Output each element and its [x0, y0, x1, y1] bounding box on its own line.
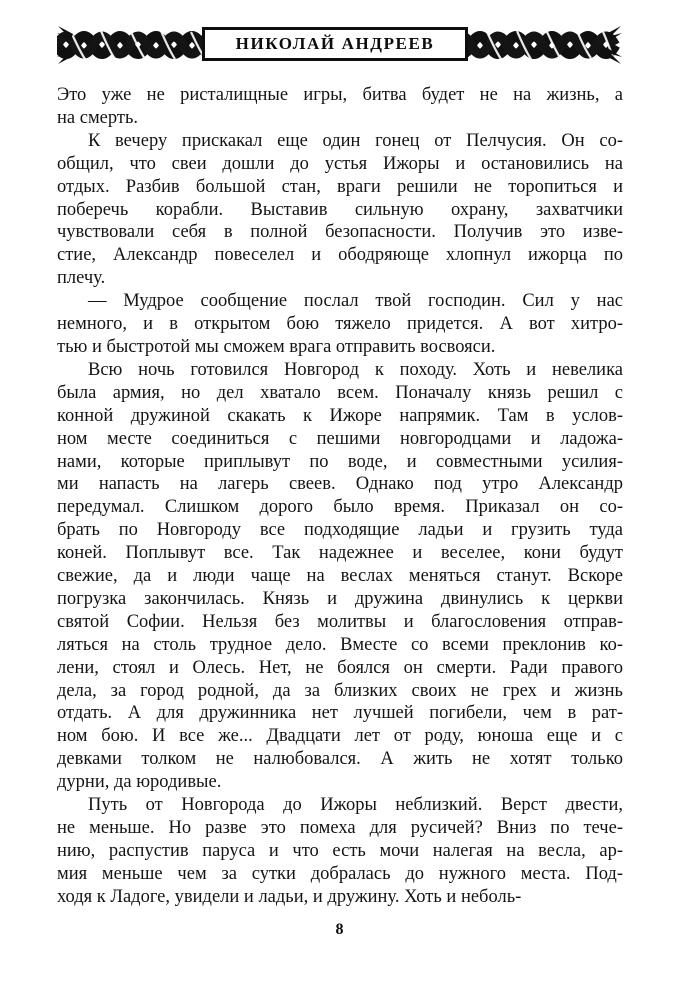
text-line: поберечь корабли. Выставив сильную охрану, захватчики: [57, 199, 623, 220]
text-line: ном месте соединиться с пешими новгородцами и ладожа-: [57, 428, 623, 449]
text-line: — Мудрое сообщение послал твой господин. Сил у нас: [88, 291, 623, 312]
text-line: лени, стоял и Олесь. Нет, не боялся он смерти. Ради правого: [57, 657, 623, 678]
text-line: передумал. Слишком дорого было время. Приказал он со-: [57, 497, 623, 518]
text-line: святой Софии. Нельзя без молитвы и благословения отправ-: [57, 611, 623, 632]
text-line: общил, что свеи дошли до устья Ижоры и остановились на: [57, 153, 623, 174]
text-line: нию, распустив паруса и что есть мочи налегая на весла, ар-: [57, 840, 623, 861]
author-banner-box: [202, 27, 468, 61]
text-line: ми напасть на лагерь свеев. Однако под утро Александр: [57, 474, 623, 495]
text-line: мия меньше чем за сутки добралась до нужного места. Под-: [57, 863, 623, 884]
text-line: плечу.: [57, 268, 106, 289]
paragraph: [57, 794, 623, 909]
text-line: немного, и в открытом бою тяжело придется. А вот хитро-: [57, 314, 623, 335]
text-line: не меньше. Но разве это помеха для русичей? Вниз по тече-: [57, 818, 623, 838]
text-block: [57, 84, 623, 909]
text-line: коней. Поплывут все. Так надежнее и веселее, кони будут: [57, 543, 623, 564]
text-line: свежие, да и люди чаще на веслах меняться станут. Вскоре: [57, 566, 623, 587]
text-line: была армия, но дел хватало всем. Поначалу князь решил с: [57, 382, 623, 403]
paragraph: [57, 84, 623, 130]
text-line: отдать. А для дружинника нет лучшей погибели, чем в рат-: [57, 703, 623, 724]
text-line: дурни, да юродивые.: [57, 772, 222, 793]
text-line: чувствовали себя в полной безопасности. Получив это изве-: [57, 222, 623, 243]
text-line: погрузка закончилась. Князь и дружина двинулись к церкви: [57, 588, 623, 609]
text-line: Это уже не ристалищные игры, битва будет не на жизнь, а: [57, 85, 623, 105]
text-line: конной дружиной скакать к Ижоре напрямик. Там в услов-: [57, 405, 623, 426]
text-line: ном бою. И все же... Двадцати лет от роду, юноша еще и с: [57, 726, 623, 747]
text-line: тью и быстротой мы сможем врага отправить восвояси.: [57, 336, 496, 357]
text-line: дела, за город родной, да за близких своих не грех и жизнь: [57, 680, 623, 701]
text-line: на смерть.: [57, 107, 139, 128]
text-line: нами, которые приплывут по воде, и совместными усилия-: [57, 451, 623, 472]
paragraph: [57, 359, 623, 794]
author-name: НИКОЛАЙ АНДРЕЕВ: [235, 34, 435, 53]
text-line: Путь от Новгорода до Ижоры неблизкий. Верст двести,: [88, 795, 623, 816]
paragraph: [57, 130, 623, 290]
text-line: отдых. Разбив большой стан, враги решили не торопиться и: [57, 176, 623, 197]
header-banner: [57, 24, 622, 66]
text-line: ляться на столь трудное дело. Вместе со всеми преклонив ко-: [57, 634, 623, 655]
page-number: 8: [335, 921, 344, 938]
text-line: ходя к Ладоге, увидели и ладьи, и дружину. Хоть и неболь-: [57, 886, 522, 907]
text-line: брать по Новгороду все подходящие ладьи и грузить туда: [57, 520, 623, 541]
paragraph: [57, 290, 623, 359]
text-line: Всю ночь готовился Новгород к походу. Хоть и невелика: [88, 359, 623, 380]
text-line: девками толком не налюбовался. А жить не хотят только: [57, 749, 623, 770]
text-line: стие, Александр повеселел и ободряюще хлопнул ижорца по: [57, 245, 623, 266]
text-line: К вечеру прискакал еще один гонец от Пелчусия. Он со-: [88, 130, 623, 151]
